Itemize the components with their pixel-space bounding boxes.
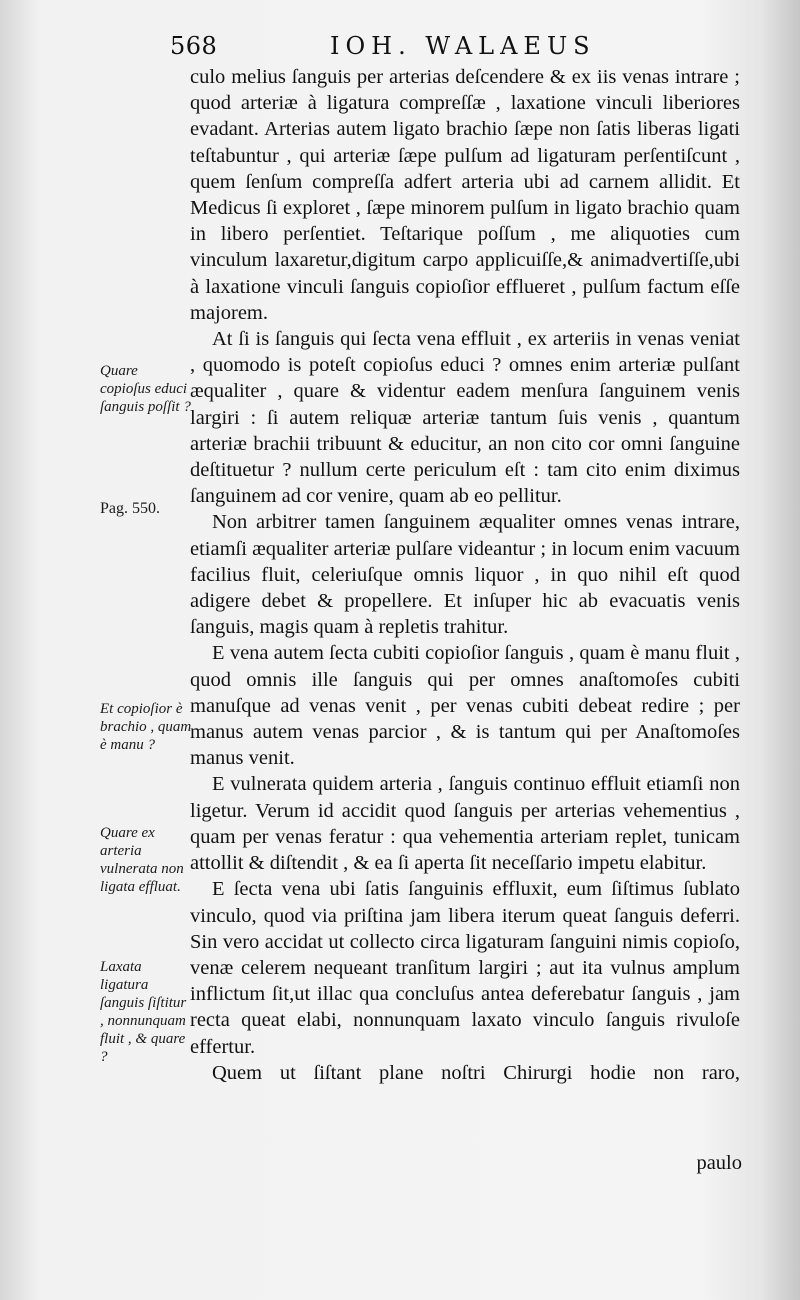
- paragraph: At ſi is ſanguis qui ſecta vena effluit , ex arteriis in venas veniat , quomodo is poteſt copioſus educi ? omnes enim arteriæ pulſant æqualiter , quare & videntur eadem menſura ſanguinem venis largiri : ſi autem reliquæ arteriæ tantum ſuis venis , quantum arteriæ brachii tribuunt & educitur, an non cito cor omni ſanguine deſtituetur ? nullum certe periculum eſt : tam cito enim diximus ſanguinem ad cor venire, quam ab eo pellitur.: [190, 328, 740, 508]
- marginal-note: Et copioſior è brachio , quam è manu ?: [100, 701, 192, 753]
- marginal-note: Quare copioſus educi ſanguis poſſit ?: [100, 363, 191, 415]
- catchword: paulo: [696, 1152, 742, 1174]
- page-number: 568: [170, 32, 218, 60]
- marginal-note: Laxata ligatura ſanguis ſiſtitur , nonnunquam fluit , & quare ?: [100, 959, 187, 1065]
- running-head: IOH. WALAEUS: [330, 32, 596, 60]
- paragraph: culo melius ſanguis per arterias deſcendere & ex iis venas intrare ; quod arteriæ à ligatura compreſſæ , laxatione vinculi liberiores evadant. Arterias autem ligato brachio ſæpe non ſatis liberas ligati teſtabuntur , qui arteriæ ſæpe pulſum ad ligaturam perſentiſcunt , quem ſenſum compreſſa adfert arteria ubi ad carnem allidit. Et Medicus ſi exploret , ſæpe minorem pulſum in ligato brachio quam in libero perſentiet. Teſtarique poſſum , me aliquoties cum vinculum laxaretur,digitum carpo applicuiſſe,& animadvertiſſe,ubi à laxatione vinculi ſanguis copioſior efflueret , pulſum factum eſſe majorem.: [190, 66, 740, 324]
- paragraph: E vulnerata quidem arteria , ſanguis continuo effluit etiamſi non ligetur. Verum id accidit quod ſanguis per arterias vehementius , quam per venas feratur : qua vehementia arteriam replet, tunicam attollit & diſtendit , & ea ſi aperta ſit neceſſario impetu elabitur.: [190, 773, 740, 875]
- paragraph: Non arbitrer tamen ſanguinem æqualiter omnes venas intrare, etiamſi æqualiter arteriæ pulſare videantur ; in locum enim vacuum facilius fluit, celeriuſque omnis liquor , in quo nihil eſt quod adigere debet & propellere. Et inſuper hic ab evacuatis venis ſanguis, magis quam à repletis trahitur.: [190, 511, 740, 639]
- marginal-note: Quare ex arteria vulnerata non ligata effluat.: [100, 825, 184, 895]
- page-header: [170, 32, 740, 68]
- page-gutter-shadow: [760, 0, 800, 1300]
- paragraph: E ſecta vena ubi ſatis ſanguinis effluxit, eum ſiſtimus ſublato vinculo, quod via priſtina jam libera iterum queat ſanguis deferri. Sin vero accidat ut collecto circa ligaturam ſanguini nimis copioſo, venæ celerem nequeant tranſitum largiri ; aut ita vulnus amplum inflictum ſit,ut illac qua concluſus antea deferebatur ſanguis , jam recta queat elabi, nonnunquam laxato vinculo ſanguis rivuloſe effertur.: [190, 878, 740, 1058]
- paragraph: Quem ut ſiſtant plane noſtri Chirurgi hodie non raro,: [212, 1061, 740, 1084]
- main-text: [190, 64, 740, 1086]
- marginal-note-page-ref: Pag. 550.: [100, 500, 160, 517]
- paragraph: E vena autem ſecta cubiti copioſior ſanguis , quam è manu fluit , quod omnis ille ſanguis qui per omnes anaſtomoſes cubiti manuſque ad venas venit , per venas cubiti debeat redire ; per manus autem venas parcior , & is tantum qui per Anaſtomoſes manus venit.: [190, 642, 740, 770]
